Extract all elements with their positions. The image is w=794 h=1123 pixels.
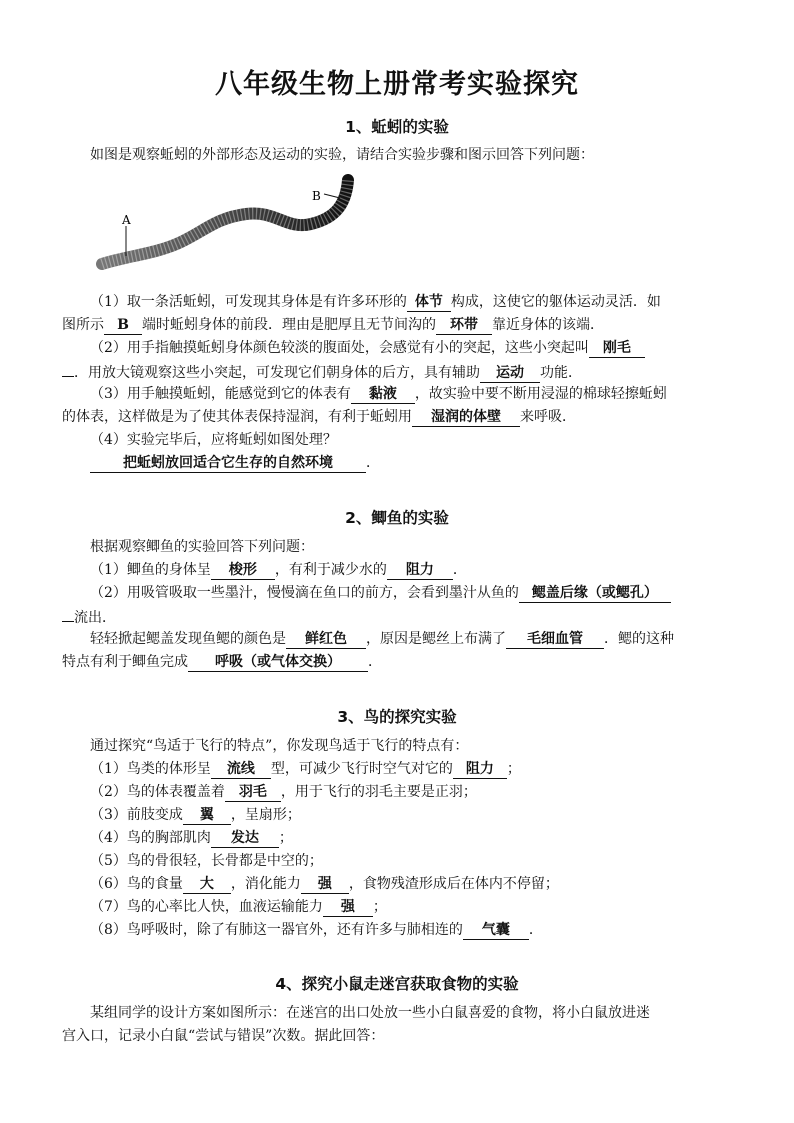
s1-q1-line2: 图所示 B 端时蚯蚓身体的前段．理由是肥厚且无节间沟的 环带 靠近身体的该端． (62, 317, 604, 333)
label-a: A (122, 213, 131, 227)
answer-blank[interactable]: 翼 (183, 807, 231, 825)
answer-blank-tail (62, 361, 74, 377)
answer-blank[interactable]: 体节 (407, 294, 451, 312)
s1-q4-line2: 把蚯蚓放回适合它生存的自然环境 ． (62, 453, 770, 473)
answer-blank[interactable]: 毛细血管 (506, 631, 604, 649)
section-1-intro: 如图是观察蚯蚓的外部形态及运动的实验，请结合实验步骤和图示回答下列问题： (90, 147, 594, 163)
s3-q6-line: （6）鸟的食量 大 ，消化能力 强 ，食物残渣形成后在体内不停留； (90, 876, 559, 892)
label-b-pointer (324, 194, 340, 198)
answer-blank[interactable]: 黏液 (351, 386, 415, 404)
answer-blank-tail (62, 606, 74, 622)
label-b: B (312, 189, 321, 203)
s2-q3-line1: 轻轻掀起鳃盖发现鱼鳃的颜色是 鲜红色 ，原因是鳃丝上布满了 毛细血管 ．鳃的这种 (90, 631, 674, 647)
s3-q1-line: （1）鸟类的体形呈 流线 型，可减少飞行时空气对它的 阻力 ； (90, 761, 521, 777)
answer-blank[interactable]: 呼吸（或气体交换） (188, 654, 368, 672)
s1-q1-line1: （1）取一条活蚯蚓，可发现其身体是有许多环形的 体节 构成，这使它的躯体运动灵活．如 (90, 294, 661, 310)
answer-blank[interactable]: 刚毛 (589, 340, 645, 358)
answer-blank[interactable]: 环带 (436, 317, 492, 335)
answer-blank[interactable]: 大 (183, 876, 231, 894)
s3-q4-line: （4）鸟的胸部肌肉 发达 ； (90, 830, 293, 846)
answer-blank[interactable]: 气囊 (463, 922, 529, 940)
answer-blank[interactable]: 发达 (211, 830, 279, 848)
section-4-intro-line1: 某组同学的设计方案如图所示：在迷宫的出口处放一些小白鼠喜爱的食物，将小白鼠放进迷 (90, 1005, 650, 1021)
section-4-title: 4、探究小鼠走迷宫获取食物的实验 (275, 975, 519, 993)
s2-q2-line1: （2）用吸管吸取一些墨汁，慢慢滴在鱼口的前方，会看到墨汁从鱼的 鳃盖后缘（或鳃孔） (62, 583, 770, 603)
s1-q4-line1: （4）实验完毕后，应将蚯蚓如图处理？ (90, 432, 337, 448)
s1-q3-line1: （3）用手触摸蚯蚓，能感觉到它的体表有 黏液 ，故实验中要不断用浸湿的棉球轻擦蚯蚓 (90, 386, 667, 402)
answer-blank[interactable]: 强 (323, 899, 373, 917)
answer-blank[interactable]: 湿润的体壁 (412, 409, 520, 427)
s1-q2-line1: （2）用手指触摸蚯蚓身体颜色较淡的腹面处，会感觉有小的突起，这些小突起叫 刚毛 (62, 338, 770, 358)
answer-blank[interactable]: B (104, 317, 142, 335)
section-2-intro: 根据观察鲫鱼的实验回答下列问题： (90, 539, 314, 555)
answer-blank[interactable]: 运动 (480, 365, 540, 383)
s2-q3-line2: 特点有利于鲫鱼完成 呼吸（或气体交换） ． (62, 654, 382, 670)
section-1-title: 1、蚯蚓的实验 (345, 118, 449, 136)
s2-q2-line2: 流出． (62, 606, 742, 628)
s3-q3-line: （3）前肢变成 翼 ，呈扇形； (90, 807, 301, 823)
answer-blank[interactable]: 阻力 (387, 562, 453, 580)
s2-q1-line: （1）鲫鱼的身体呈 梭形 ，有利于减少水的 阻力 ． (90, 562, 467, 578)
s3-q7-line: （7）鸟的心率比人快，血液运输能力 强 ； (90, 899, 387, 915)
s1-q3-line2: 的体表，这样做是为了使其体表保持湿润，有利于蚯蚓用 湿润的体壁 来呼吸． (62, 409, 576, 425)
answer-blank[interactable]: 梭形 (211, 562, 275, 580)
s1-q2-line2: ．用放大镜观察这些小突起，可发现它们朝身体的后方，具有辅助 运动 功能． (62, 361, 742, 383)
section-2-title: 2、鲫鱼的实验 (345, 509, 449, 527)
answer-blank[interactable]: 把蚯蚓放回适合它生存的自然环境 (90, 455, 366, 473)
answer-blank[interactable]: 羽毛 (225, 784, 281, 802)
answer-blank[interactable]: 阻力 (453, 761, 507, 779)
earthworm-figure (96, 174, 366, 284)
answer-blank[interactable]: 流线 (211, 761, 271, 779)
s3-q2-line: （2）鸟的体表覆盖着 羽毛 ，用于飞行的羽毛主要是正羽； (90, 784, 477, 800)
section-3-intro: 通过探究“鸟适于飞行的特点”，你发现鸟适于飞行的特点有： (90, 738, 469, 754)
page-title: 八年级生物上册常考实验探究 (215, 69, 579, 100)
s3-q5-line: （5）鸟的骨很轻，长骨都是中空的； (90, 853, 323, 869)
section-3-title: 3、鸟的探究实验 (337, 708, 457, 726)
section-4-intro-line2: 宫入口，记录小白鼠“尝试与错误”次数。据此回答： (62, 1028, 385, 1044)
answer-blank[interactable]: 鲜红色 (286, 631, 366, 649)
answer-blank[interactable]: 鳃盖后缘（或鳃孔） (519, 585, 671, 603)
s3-q8-line: （8）鸟呼吸时，除了有肺这一器官外，还有许多与肺相连的 气囊 ． (90, 922, 543, 938)
answer-blank[interactable]: 强 (301, 876, 349, 894)
